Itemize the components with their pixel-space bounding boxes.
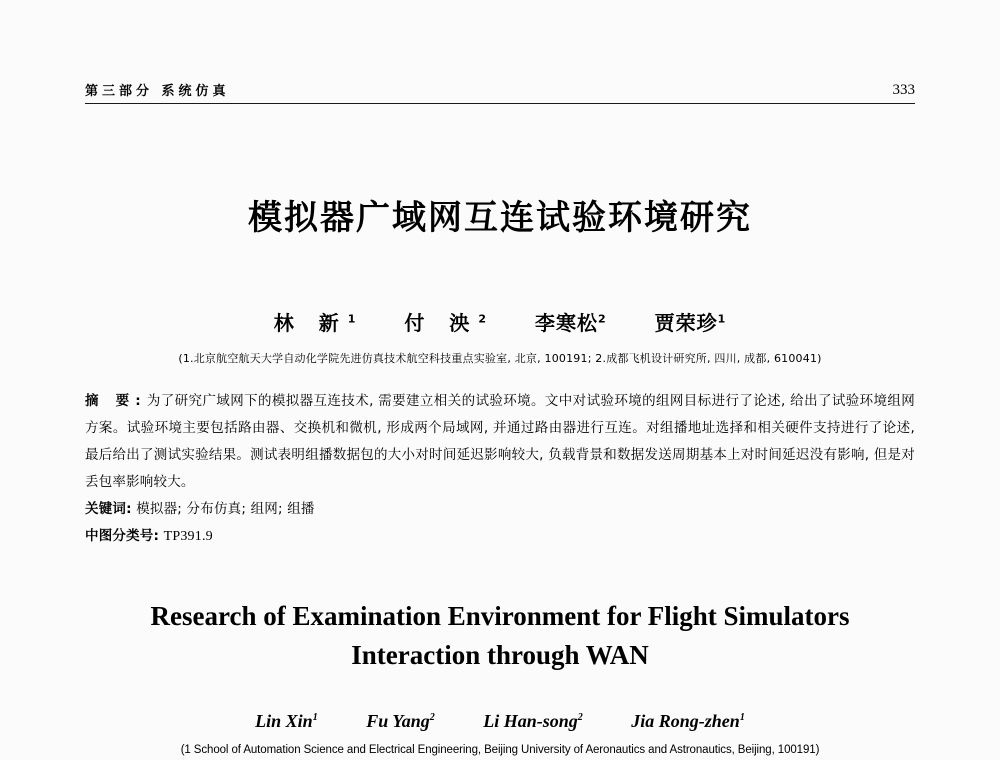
english-title-line-2: Interaction through WAN <box>351 640 649 671</box>
chinese-author-affil-marker: 2 <box>478 312 487 326</box>
abstract-label: 摘 要: <box>85 393 147 409</box>
english-author-list <box>85 711 915 732</box>
page-content <box>85 80 915 756</box>
header-divider <box>85 103 915 104</box>
chinese-author-affil-marker: 1 <box>347 312 357 326</box>
english-author-affil-marker: 1 <box>739 712 745 724</box>
chinese-author <box>274 307 357 336</box>
running-head-section: 第三部分 系统仿真 <box>85 84 230 99</box>
english-author-name: Jia Rong-zhen <box>631 711 740 732</box>
chinese-abstract <box>85 388 915 496</box>
chinese-affiliation: (1.北京航空航天大学自动化学院先进仿真技术航空科技重点实验室, 北京, 100191; 2.成都飞机设计研究所, 四川, 成都, 610041) <box>178 352 822 365</box>
english-title <box>85 597 915 675</box>
english-author-affil-marker: 1 <box>312 712 318 724</box>
english-author <box>366 711 435 732</box>
chinese-author <box>404 307 487 336</box>
keywords-label: 关键词: <box>85 501 132 517</box>
english-affiliation: (1 School of Automation Science and Electrical Engineering, Beijing University of Aeronautics and Astronautics, Beijing, 100191) <box>180 744 820 757</box>
english-author-name: Li Han-song <box>483 711 578 732</box>
chinese-author-list <box>85 307 915 336</box>
english-author <box>255 711 318 732</box>
english-author <box>631 711 745 732</box>
chinese-author-name: 付 泱 <box>404 311 479 335</box>
chinese-author-affil-marker: 1 <box>717 312 727 326</box>
chinese-author-name: 李寒松 <box>534 311 598 335</box>
chinese-author-affil-marker: 2 <box>597 312 607 326</box>
keywords-text: 模拟器; 分布仿真; 组网; 组播 <box>136 501 315 517</box>
english-author-affil-marker: 2 <box>429 712 435 724</box>
clc-value: TP391.9 <box>163 529 213 544</box>
chinese-author <box>655 307 727 336</box>
english-author-name: Lin Xin <box>255 711 313 732</box>
english-author-affil-marker: 2 <box>577 712 583 724</box>
english-title-line-1: Research of Examination Environment for Flight Simulators <box>150 601 850 631</box>
chinese-keywords <box>85 496 915 523</box>
page-number: 333 <box>892 82 915 98</box>
chinese-author-name: 贾荣珍 <box>654 311 718 335</box>
chinese-author <box>535 307 607 336</box>
english-author-name: Fu Yang <box>366 711 430 732</box>
clc-label: 中图分类号: <box>85 528 160 544</box>
english-author <box>483 711 583 732</box>
clc-number <box>85 523 915 551</box>
chinese-author-name: 林 新 <box>273 311 348 335</box>
running-head <box>85 80 915 102</box>
chinese-title: 模拟器广域网互连试验环境研究 <box>248 198 752 238</box>
abstract-text: 为了研究广域网下的模拟器互连技术, 需要建立相关的试验环境。文中对试验环境的组网目标进行了论述, 给出了试验环境组网方案。试验环境主要包括路由器、交换机和微机, 形成两个局域网, 并通过路由器进行互连。对组播地址选择和相关硬件支持进行了论述, 最后给出了测试实验结果。测试表明组播数据包的大小对时间延迟影响较大, 负载背景和数据发送周期基本上对时间延迟没有影响, 但是对丢包率影响较大。 <box>85 393 915 490</box>
